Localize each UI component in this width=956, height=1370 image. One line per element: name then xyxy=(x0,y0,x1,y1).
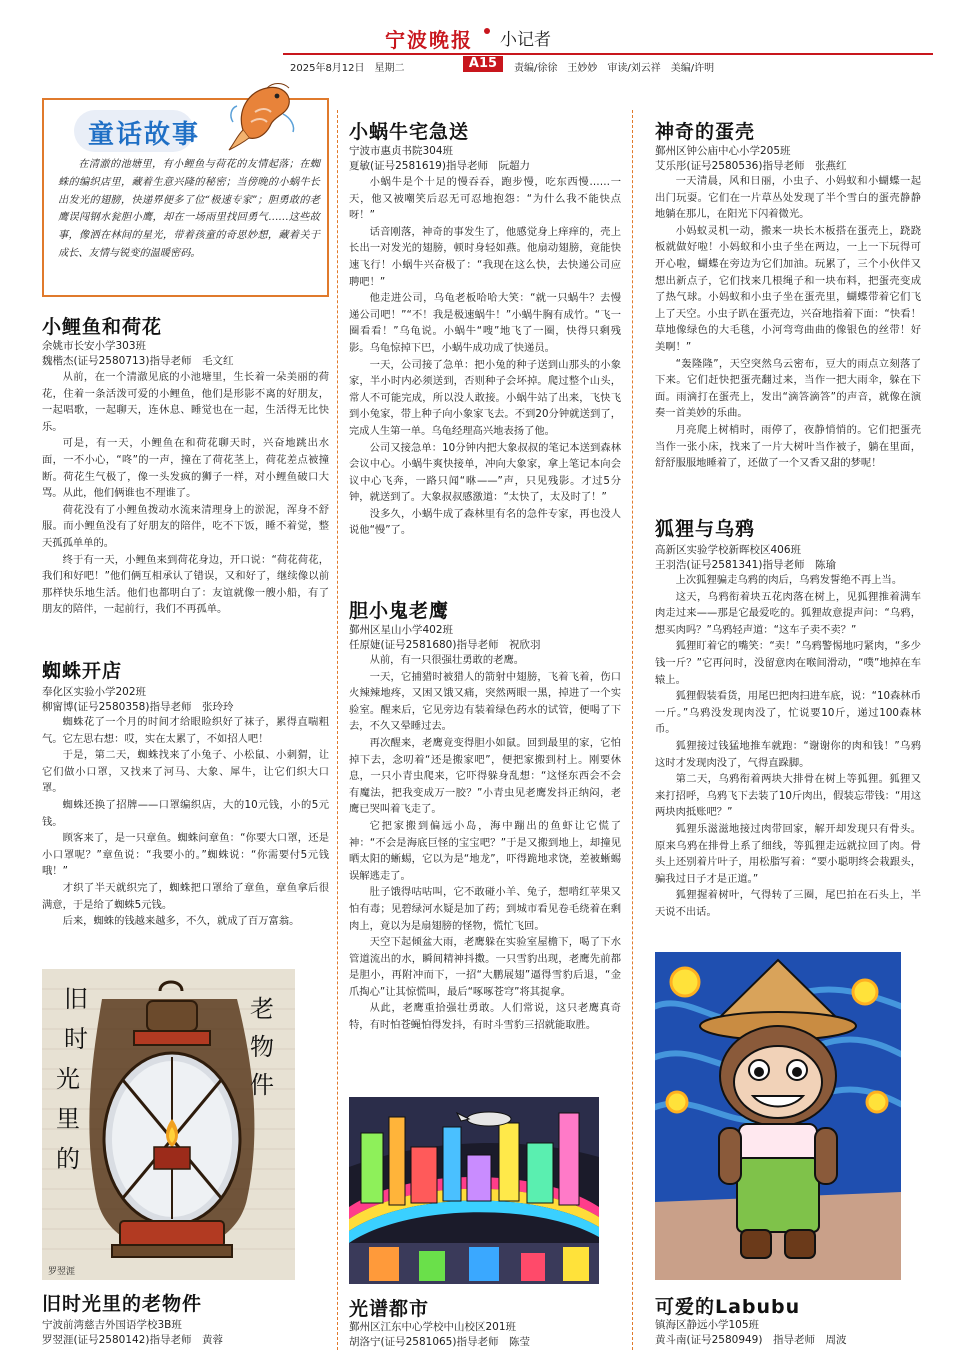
article-school: 鄞州区星山小学402班 xyxy=(349,624,454,636)
article-school: 余姚市长安小学303班 xyxy=(42,340,147,352)
section-name: 小记者 xyxy=(500,30,551,50)
article-school: 高新区实验学校新晖校区406班 xyxy=(655,544,802,556)
article-school: 奉化区实验小学202班 xyxy=(42,686,147,698)
article-body xyxy=(349,174,621,580)
article-author: 任原婕(证号2581680)指导老师 祝欣羽 xyxy=(349,639,541,651)
article-school: 宁波市惠贞书院304班 xyxy=(349,145,454,157)
article-paragraph: 狐狸握着树叶，气得转了三圈，尾巴拍在石头上，半天说不出话。 xyxy=(655,889,921,918)
article-paragraph: 一天，它捕猎时被猎人的箭射中翅膀，飞着飞着，伤口火辣辣地疼，又困又饿又痛，突然两眼一黑，掉进了一个实验室。醒来后，它见旁边有装着绿色药水的试管，便喝了下去，不久又晕睡过去。 xyxy=(349,670,621,733)
article-paragraph: 上次狐狸骗走乌鸦的肉后，乌鸦发誓绝不再上当。 xyxy=(675,574,903,586)
article-author: 柳甯博(证号2580358)指导老师 张玲玲 xyxy=(42,701,234,713)
article-paragraph: 从前，在一个清澈见底的小池塘里，生长着一朵美丽的荷花，住着一条活泼可爱的小鲤鱼，他们是形影不离的好朋友，一起唱歌，一起聊天，连休息、睡觉也在一起，生活得无比快乐。 xyxy=(42,371,329,433)
calligraphy-char: 的 xyxy=(56,1145,80,1173)
editors-line: 责编/徐徐 王妙妙 审读/刘云祥 美编/许明 xyxy=(514,63,715,74)
article-paragraph: 荷花没有了小鲤鱼拨动水流来清理身上的淤泥，浑身不舒服。而小鲤鱼没有了好朋友的陪伴，吃不下饭，睡不着觉，整天孤孤单单的。 xyxy=(42,503,329,549)
article-paragraph: 这天，乌鸦衔着块五花肉落在树上，见狐狸推着满车肉走过来——那是它最爱吃的。狐狸故意提声问：“乌鸦，想买肉吗？”乌鸦轻声道：“这车子卖不卖？” xyxy=(655,590,921,636)
article-paragraph: 小蜗牛是个十足的慢吞吞，跑步慢，吃东西慢……一天，他又被嘲笑后忍无可忍地抱怨：“为什么我不能快点呀！” xyxy=(349,176,621,222)
article-paragraph: 没多久，小蜗牛成了森林里有名的急件专家，再也没人说他“慢”了。 xyxy=(349,507,621,537)
article-paragraph: 后来，蜘蛛的钱越来越多，不久，就成了百万富翁。 xyxy=(62,915,300,928)
article-paragraph: 第二天，乌鸦衔着两块大排骨在树上等狐狸。狐狸又来打招呼，乌鸦飞下去装了10斤肉出，假装忘带钱：“用这两块肉抵账吧？” xyxy=(655,773,921,819)
article-title: 蜘蛛开店 xyxy=(42,660,123,682)
article-paragraph: 狐狸假装看货，用尾巴把肉扫进车底，说：“10森林币一斤。”乌鸦没发现肉没了，忙说要10斤，递过100森林币。 xyxy=(655,690,921,736)
calligraphy-char: 时 xyxy=(64,1025,88,1053)
article-title: 小蜗牛宅急送 xyxy=(349,121,470,143)
artwork-lantern xyxy=(42,969,295,1280)
article-author: 艾乐彤(证号2580536)指导老师 张燕红 xyxy=(655,160,847,172)
article-paragraph: 公司又接急单：10分钟内把大象叔叔的笔记本送到森林会议中心。小蜗牛爽快接单，冲向大象家，拿上笔记本向会议中心飞奔，一路只闻“咻——”声，只见残影。才过5分钟，就送到了。大象叔叔感激道：“太快了，太及时了！” xyxy=(349,441,621,504)
calligraphy-char: 旧 xyxy=(64,985,88,1013)
article-title: 小鲤鱼和荷花 xyxy=(42,316,163,338)
calligraphy-char: 里 xyxy=(56,1105,80,1133)
article-school: 鄞州区钟公庙中心小学205班 xyxy=(655,145,791,157)
article-paragraph: 它把家搬到偏远小岛，海中蹦出的鱼虾让它慌了神：“不会是海底巨怪的宝宝吧？”于是又搬到地上，却撞见晒太阳的蜥蜴，它以为是“地龙”，吓得跪地求饶，差被蜥蜴误解逃走了。 xyxy=(349,819,621,882)
article-paragraph: 蜘蛛还换了招牌——口罩编织店，大的10元钱，小的5元钱。 xyxy=(42,798,329,828)
article-paragraph: 话音刚落，神奇的事发生了，他感觉身上痒痒的，壳上长出一对发光的翅膀，顿时身轻如燕。他扇动翅膀，竟能快速飞行！小蜗牛兴奋极了：“我现在这么快，去快递公司应聘吧！” xyxy=(349,225,621,288)
artwork-author: 胡洛宁(证号2581065)指导老师 陈莹 xyxy=(349,1336,530,1348)
artwork-signature: 罗翌涯 xyxy=(48,1267,76,1277)
article-paragraph: 狐狸乐滋滋地接过肉带回家，解开却发现只有骨头。原来乌鸦在排骨上系了细线，等狐狸走远就拉回了肉。骨头上还别着片叶子，用松脂写着：“要小聪明终会栽跟头，骗我过日子才是正道。” xyxy=(655,822,921,885)
article-body xyxy=(42,369,329,645)
article-body xyxy=(42,714,329,960)
issue-date: 2025年8月12日 星期二 xyxy=(290,63,405,74)
article-paragraph: 从前，有一只很强壮勇敢的老鹰。 xyxy=(369,654,525,666)
header-dot xyxy=(484,28,490,34)
artwork-school: 宁波前湾慈吉外国语学校3B班 xyxy=(42,1319,182,1331)
article-paragraph: 狐狸接过钱猛地推车就跑：“谢谢你的肉和钱！”乌鸦这时才发现肉没了，气得直跺脚。 xyxy=(655,739,921,769)
calligraphy-char: 光 xyxy=(56,1065,80,1093)
calligraphy-char: 物 xyxy=(250,1033,274,1061)
artwork-spectrum-city xyxy=(349,1097,599,1284)
newspaper-logo: 宁波晚报 xyxy=(385,28,473,52)
column-divider xyxy=(337,110,338,1350)
artwork-title: 旧时光里的老物件 xyxy=(42,1293,203,1315)
page-number: A15 xyxy=(463,56,503,72)
article-body xyxy=(655,173,921,505)
article-paragraph: 蜘蛛花了一个月的时间才给眼睑织好了袜子，累得直喘粗气。它左思右想：哎，实在太累了，不如招人吧！ xyxy=(42,716,329,745)
article-paragraph: 从此，老鹰重拾强壮勇敢。人们常说，这只老鹰真奇特，有时怕苍蝇怕得发抖，有时斗雪豹三招就能取胜。 xyxy=(349,1002,621,1032)
article-body xyxy=(349,652,621,1060)
article-author: 魏楷杰(证号2580713)指导老师 毛文红 xyxy=(42,355,234,367)
calligraphy-char: 老 xyxy=(250,995,274,1023)
article-paragraph: 终于有一天，小鲤鱼来到荷花身边，开口说：“荷花荷花，我们和好吧！”他们俩互相承认了错误，又和好了，继续像以前那样快乐地生活。他们也都明白了：友谊就像一艘小船，有了朋友的陪伴，一起前行，我们不再孤单。 xyxy=(42,553,329,616)
intro-title: 童话故事 xyxy=(88,120,201,150)
article-author: 王羽浩(证号2581341)指导老师 陈瑜 xyxy=(655,559,836,571)
article-paragraph: 天空下起倾盆大雨，老鹰躲在实验室屋檐下，喝了下水管道流出的水，瞬间精神抖擞。一只雪豹出现，老鹰先前都是胆小，再附冲而下，一招“大鹏展翅”逼得雪豹后退，“金爪掏心”让其惊慌叫，最后“啄啄苍穹”将其捉拿。 xyxy=(349,936,621,998)
column-divider xyxy=(632,110,633,1350)
intro-text: 在清澈的池塘里，有小鲤鱼与荷花的友情起落；在蜘蛛的编织店里，藏着生意兴隆的秘密；当傍晚的小蜗牛长出发光的翅膀，快递界便多了位“极速专家”；胆勇敢的老鹰误闯钢水瓮胆小鹰，却在一场雨里找回勇气……这些故事，像洒在林间的星光，带着孩童的奇思妙想，藏着关于成长、友情与锐变的温暖密码。 xyxy=(58,159,320,259)
article-title: 狐狸与乌鸦 xyxy=(655,518,756,540)
article-paragraph: 一天，公司接了急单：把小兔的种子送到山那头的小象家，半小时内必须送到，否则种子会坏掉。爬过整个山头，常人不可能完成，所以没人敢接。小蜗牛站了出来，飞快飞到小兔家，带上种子向小象家飞去。不到20分钟就送到了，完成人生第一单。乌龟经理高兴地表扬了他。 xyxy=(349,358,621,437)
article-title: 胆小鬼老鹰 xyxy=(349,600,450,622)
article-paragraph: “轰隆隆”，天空突然乌云密布，豆大的雨点立刻落了下来。它们赶快把蛋壳翻过来，当作一把大雨伞，躲在下面。雨滴打在蛋壳上，发出“滴答滴答”的声音，就像在演奏一首美妙的乐曲。 xyxy=(655,357,921,420)
article-paragraph: 小妈蚁灵机一动，搬来一块长木板搭在蛋壳上，跷跷板就做好啦！小妈蚁和小虫子坐在两边，一上一下玩得可开心啦，蝴蝶在旁边为它们加油。玩累了，三个小伙伴又想出新点子，它们找来几根绳子和一块布料，把蛋壳变成了热气球。小妈蚁和小虫子坐在蛋壳里，蝴蝶带着它们飞上了天空。小虫子趴在蛋壳边，兴奋地指着下面：“快看！草地像绿色的大毛毯，小河弯弯曲曲的像银色的丝带！好美啊！” xyxy=(655,224,921,353)
article-paragraph: 才织了半天就织完了，蜘蛛把口罩给了章鱼，章鱼拿后很满意，于是给了蜘蛛5元钱。 xyxy=(42,881,329,911)
calligraphy-char: 件 xyxy=(250,1071,274,1099)
artwork-school: 鄞州区江东中心学校中山校区201班 xyxy=(349,1321,517,1333)
article-author: 夏敏(证号2581619)指导老师 阮超力 xyxy=(349,160,530,172)
article-paragraph: 一天清晨，风和日丽，小虫子、小妈蚁和小蝴蝶一起出门玩耍。它们在一片草丛处发现了半个雪白的蛋壳静静地躺在那儿，在阳光下闪着微光。 xyxy=(655,175,921,221)
article-paragraph: 肚子饿得咕咕叫，它不敢碰小羊、兔子，想啃红苹果又怕有毒；见碧绿河水疑是加了药；到城市看见卷毛绕着在剩肉上，竟以为是扇翅膀的怪物，慌忙飞回。 xyxy=(349,886,621,932)
artwork-labubu xyxy=(655,952,901,1280)
header-rule xyxy=(283,53,933,55)
artwork-school: 镇海区静远小学105班 xyxy=(655,1319,760,1331)
article-title: 神奇的蛋壳 xyxy=(655,121,756,143)
artwork-author: 罗翌涯(证号2580142)指导老师 黄蓉 xyxy=(42,1334,223,1346)
article-paragraph: 他走进公司，乌龟老板哈哈大笑：“就一只蜗牛？去慢递公司吧！”“不！我是极速蜗牛！”小蜗牛胸有成竹。“飞一圈看看！”乌龟说。小蜗牛“嗖”地飞了一圈，快得只剩残影。乌龟惊掉下巴，小蜗牛成功成了快递员。 xyxy=(349,292,621,354)
article-paragraph: 月亮爬上树梢时，雨停了，夜静悄悄的。它们把蛋壳当作一张小床，找来了一片大树叶当作被子，躺在里面，舒舒服服地睡着了，还做了一个又香又甜的梦呢！ xyxy=(655,423,921,470)
artwork-title: 光谱都市 xyxy=(349,1298,430,1320)
article-paragraph: 再次醒来，老鹰竟变得胆小如鼠。回到最里的家，它怕掉下去，念叨着“还是搬家吧”，便把家搬到村上。刚要休息，一只小青虫爬来，它吓得躲身乱想：“这怪东西会不会有魔法，把我变成万一胶？”小青虫见老鹰发抖正纳闷，老鹰已哭叫着飞走了。 xyxy=(349,736,621,816)
article-paragraph: 顾客来了，是一只章鱼。蜘蛛问章鱼：“你要大口罩，还是小口罩呢？”章鱼说：“我要小的。”蜘蛛说：“你需要付5元钱哦！” xyxy=(42,832,329,878)
koi-fish-icon xyxy=(225,78,300,153)
article-body xyxy=(655,572,921,944)
artwork-author: 黄斗南(证号2580949) 指导老师 周波 xyxy=(655,1334,847,1346)
artwork-title: 可爱的Labubu xyxy=(655,1296,801,1318)
article-paragraph: 可是，有一天，小鲤鱼在和荷花聊天时，兴奋地跳出水面，一不小心，“咚”的一声，撞在了荷花茎上，荷花差点被撞断。荷花生气极了，像一头发疯的狮子一样，对小鲤鱼破口大骂。从此，他们俩谁也不理谁了。 xyxy=(42,437,329,500)
article-paragraph: 于是，第二天，蜘蛛找来了小兔子、小松鼠、小刺猬，让它们做小口罩，又找来了河马、大象、犀牛，让它们织大口罩。 xyxy=(42,749,329,795)
article-paragraph: 狐狸盯着它的嘴笑：“卖！”乌鸦警惕地叼紧肉，“多少钱一斤？”它再问时，没留意肉在喉间滑动，“噗”地掉在车辕上。 xyxy=(655,640,921,686)
